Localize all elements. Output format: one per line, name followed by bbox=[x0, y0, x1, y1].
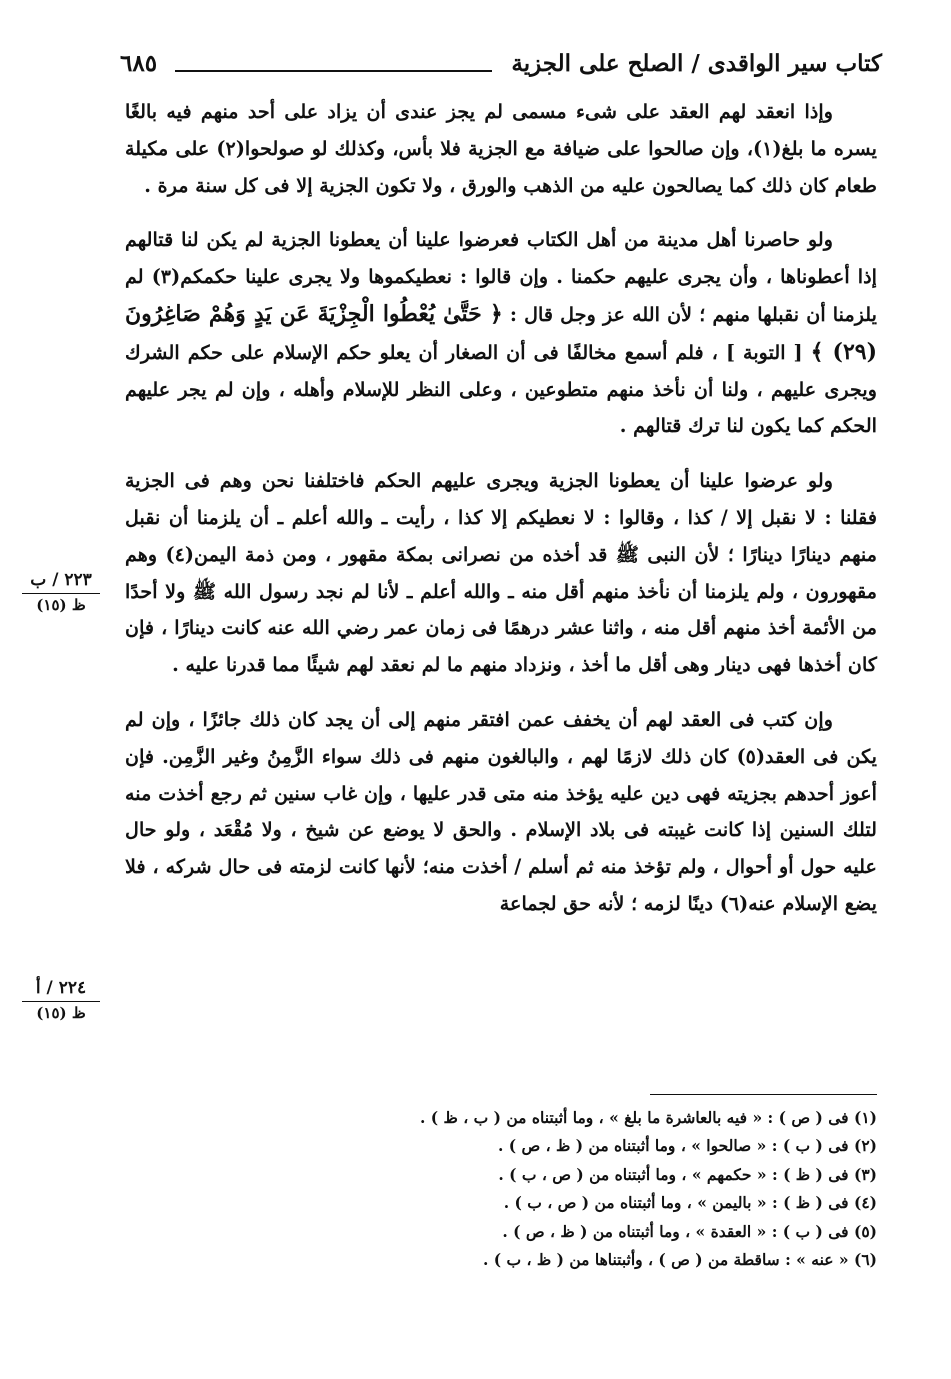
margin-folio-number: ٢٢٣ / ب bbox=[22, 570, 100, 594]
paragraph-2-intro: ولو حاصرنا أهل مدينة من أهل الكتاب فعرضوا علينا أن يعطونا الجزية لم يكن لنا قتالهم إذا أعطوناها ، وأن يجرى عليهم حكمنا . وإن قالوا : نعطيكموها ولا يجرى علينا حكمكم(٣) لم يلزمنا أن نقبلها منهم ؛ لأن الله عز وجل قال : bbox=[125, 228, 878, 326]
margin-manuscript-ref: ظ (١٥) bbox=[36, 596, 86, 614]
margin-note-folio bbox=[22, 978, 100, 1022]
footnote-item: (١) فى ( ص ) : « فيه بالعاشرة ما بلغ » ، وما أثبتناه من ( ب ، ظ ) . bbox=[420, 1108, 877, 1127]
footnote-item: (٤) فى ( ظ ) : « باليمن » ، وما أثبتناه من ( ص ، ب ) . bbox=[503, 1193, 877, 1213]
paragraph-2-rest: ، فلم أسمع مخالفًا فى أن الصغار أن يعلو حكم الإسلام على حكم الشرك ويجرى عليهم ، ولنا أن نأخذ منهم متطوعين ، وعلى النظر للإسلام وأهله ، وإن لم يجر عليهم الحكم كما يكون لنا ترك قتالهم . bbox=[125, 340, 877, 438]
margin-folio-number: ٢٢٤ / أ bbox=[22, 978, 100, 1002]
paragraph-4: وإن كتب فى العقد لهم أن يخفف عمن افتقر منهم إلى أن يجد كان ذلك جائزًا ، وإن لم يكن فى العقد(٥) كان ذلك لازمًا لهم ، والبالغون منهم فى ذلك سواء الزَّمِنُ وغير الزَّمِن. فإن أعوز أحدهم بجزيته فهى دين عليه يؤخذ منه متى قدر عليها ، وإن غاب سنين ثم رجع أخذت منه لتلك السنين إذا كانت غيبته فى بلاد الإسلام . والحق لا يوضع عن شيخ ، ولا مُقْعَد ، ولو حال عليه حول أو أحوال ، ولم تؤخذ منه ثم أسلم / أخذت منه؛ لأنها كانت لزمته فى حال شركه ، فلا يضع الإسلام عنه(٦) دينًا لزمه ؛ لأنه حق لجماعة bbox=[125, 707, 878, 915]
paragraph-3: ولو عرضوا علينا أن يعطونا الجزية ويجرى عليهم الحكم فاختلفنا نحن وهم فى الجزية فقلنا : لا نقبل إلا / كذا ، وقالوا : لا نعطيكم إلا كذا ، رأيت ـ والله أعلم ـ أن يلزمنا أن نقبل منهم دينارًا دينارًا ؛ لأن النبى ﷺ قد أخذه من نصرانى بمكة مقهور ، ومن ذمة اليمن(٤) وهم مقهورون ، ولم يلزمنا أن نأخذ منهم أقل منه ـ والله أعلم ـ لأنا لم نجد رسول الله ﷺ ولا أحدًا من الأئمة أخذ منهم أقل منه ، واثنا عشر درهمًا فى زمان عمر رضي الله عنه كانت دينارًا ، فإن كان أخذها فهى دينار وهى أقل ما أخذ ، ونزداد منهم ما لم نعقد لهم شيئًا مما قدرنا عليه . bbox=[125, 469, 877, 677]
page-header bbox=[120, 44, 882, 88]
footnote-item: (٣) فى ( ظ ) : « حكمهم » ، وما أثبتناه من ( ص ، ب ) . bbox=[498, 1164, 877, 1184]
footnotes bbox=[300, 1104, 877, 1274]
header-rule bbox=[175, 70, 492, 72]
footnote-item: (٥) فى ( ب ) : « العقدة » ، وما أثبتناه من ( ظ ، ص ) . bbox=[502, 1221, 877, 1241]
quran-verse: ﴿ حَتَّىٰ يُعْطُوا الْجِزْيَةَ عَن يَدٍ وَهُمْ صَاغِرُونَ (٢٩) ﴾ bbox=[125, 300, 877, 365]
main-text bbox=[125, 94, 877, 941]
paragraph-1: وإذا انعقد لهم العقد على شىء مسمى لم يجز عندى أن يزاد على أحد منهم فيه بالغًا يسره ما بلغ(١)، وإن صالحوا على ضيافة مع الجزية فلا بأس، وكذلك لو صولحوا(٢) على مكيلة طعام كان ذلك كما يصالحون عليه من الذهب والورق ، ولا تكون الجزية إلا فى كل سنة مرة . bbox=[125, 100, 877, 197]
footnote-item: (٢) فى ( ب ) : « صالحوا » ، وما أثبتناه من ( ظ ، ص ) . bbox=[498, 1136, 877, 1156]
paragraph-2 bbox=[125, 222, 877, 445]
margin-note-folio bbox=[22, 570, 100, 614]
footnote-rule bbox=[650, 1094, 877, 1095]
running-title: كتاب سير الواقدى / الصلح على الجزية bbox=[511, 50, 882, 77]
quran-reference: [ التوبة ] bbox=[725, 340, 803, 364]
page-number: ٦٨٥ bbox=[120, 50, 158, 77]
footnote-item: (٦) « عنه » : ساقطة من ( ص ) ، وأثبتناها من ( ظ ، ب ) . bbox=[483, 1250, 877, 1270]
margin-manuscript-ref: ظ (١٥) bbox=[36, 1004, 86, 1022]
